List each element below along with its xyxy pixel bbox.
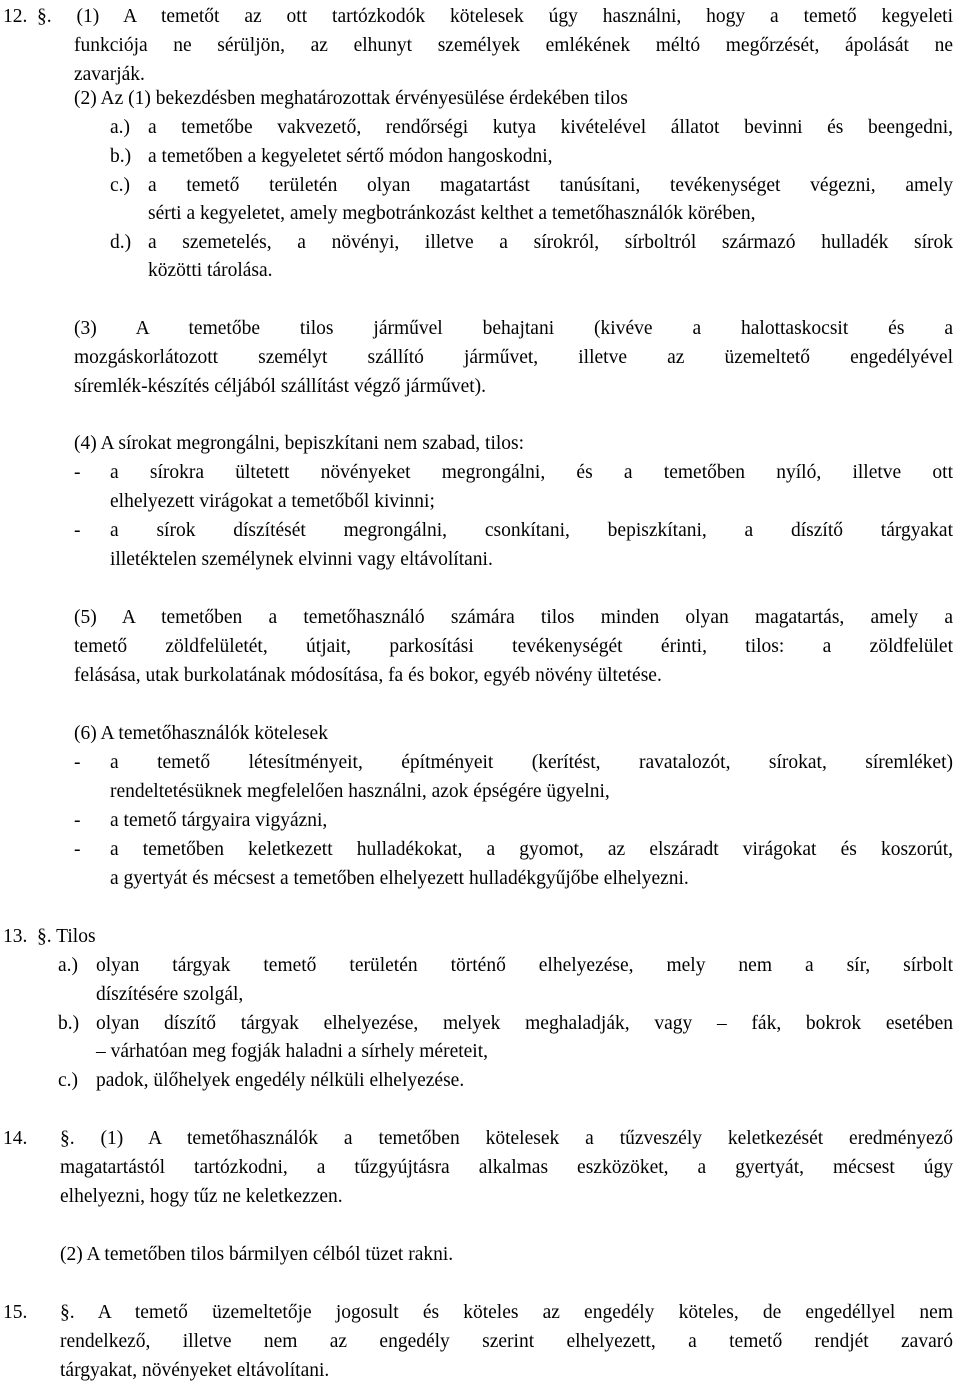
section-number: 14. (3, 1128, 28, 1149)
list-item-text: a temető tárgyaira vigyázni, (110, 810, 328, 831)
paragraph-line: §. A temető üzemeltetője jogosult és köteles az engedély köteles, de engedéllyel nem (60, 1302, 953, 1323)
list-item-text: padok, ülőhelyek engedély nélküli elhelyezése. (96, 1070, 465, 1091)
section-number: 12. (3, 6, 28, 27)
list-item-text: elhelyezett virágokat a temetőből kivinni; (110, 491, 435, 512)
paragraph-line: mozgáskorlátozott személyt szállító járművet, illetve az üzemeltető engedélyével (74, 347, 953, 368)
list-item-label: a.) (58, 955, 79, 976)
list-item-text: a sírokra ültetett növényeket megrongálni, és a temetőben nyíló, illetve ott (110, 462, 953, 483)
paragraph-line: felásása, utak burkolatának módosítása, fa és bokor, egyéb növény ültetése. (74, 665, 662, 686)
dash-bullet: - (74, 462, 81, 483)
list-item-label: b.) (58, 1013, 80, 1034)
paragraph-intro: (4) A sírokat megrongálni, bepiszkítani nem szabad, tilos: (74, 433, 525, 454)
list-item-label: a.) (110, 117, 131, 138)
section-number: 15. (3, 1302, 28, 1323)
list-item-text: a temető területén olyan magatartást tanúsítani, tevékenységet végezni, amely (148, 175, 953, 196)
list-item-text: olyan díszítő tárgyak elhelyezése, melyek meghaladják, vagy – fák, bokrok esetében (96, 1013, 953, 1034)
list-item-text: – várhatóan meg fogják haladni a sírhely méreteit, (96, 1041, 489, 1062)
list-item-text: díszítésére szolgál, (96, 984, 244, 1005)
list-item-text: a szemetelés, a növényi, illetve a sírokról, sírboltról származó hulladék sírok (148, 232, 953, 253)
list-item-text: olyan tárgyak temető területén történő elhelyezése, mely nem a sír, sírbolt (96, 955, 953, 976)
paragraph-intro: (6) A temetőhasználók kötelesek (74, 723, 328, 744)
list-item-label: c.) (58, 1070, 79, 1091)
list-item-text: a gyertyát és mécsest a temetőben elhelyezett hulladékgyűjőbe elhelyezni. (110, 868, 689, 889)
list-item-text: a temető létesítményeit, építményeit (kerítést, ravatalozót, sírokat, síremléket) (110, 752, 953, 773)
paragraph-line: §. (1) A temetőhasználók a temetőben kötelesek a tűzveszély keletkezését eredményező (60, 1128, 953, 1149)
paragraph-line: tárgyakat, növényeket eltávolítani. (60, 1360, 330, 1381)
paragraph-line: temető zöldfelületét, útjait, parkosítási tevékenységét érinti, tilos: a zöldfelület (74, 636, 953, 657)
dash-bullet: - (74, 520, 81, 541)
paragraph-line: §. (1) A temetőt az ott tartózkodók kötelesek úgy használni, hogy a temető kegyeleti (37, 6, 953, 27)
list-item-text: a temetőben a kegyeletet sértő módon hangoskodni, (148, 146, 553, 167)
paragraph-line: (5) A temetőben a temetőhasználó számára tilos minden olyan magatartás, amely a (74, 607, 953, 628)
paragraph-line: zavarják. (74, 64, 145, 85)
paragraph-line: funkciója ne sérüljön, az elhunyt személyek emlékének méltó megőrzését, ápolását ne (74, 35, 953, 56)
dash-bullet: - (74, 752, 81, 773)
dash-bullet: - (74, 810, 81, 831)
paragraph-intro: (2) Az (1) bekezdésben meghatározottak érvényesülése érdekében tilos (74, 88, 628, 109)
list-item-text: közötti tárolása. (148, 260, 273, 281)
list-item-text: rendeltetésüknek megfelelően használni, azok épségére ügyelni, (110, 781, 610, 802)
paragraph-line: magatartástól tartózkodni, a tűzgyújtásra alkalmas eszközöket, a gyertyát, mécsest úgy (60, 1157, 953, 1178)
list-item-label: d.) (110, 232, 132, 253)
paragraph-line: rendelkező, illetve nem az engedély szerint elhelyezett, a temető rendjét zavaró (60, 1331, 953, 1352)
list-item-text: a temetőben keletkezett hulladékokat, a gyomot, az elszáradt virágokat és koszorút, (110, 839, 953, 860)
list-item-label: c.) (110, 175, 131, 196)
paragraph-line: síremlék-készítés céljából szállítást végző járművet). (74, 376, 487, 397)
list-item-text: a temetőbe vakvezető, rendőrségi kutya kivételével állatot bevinni és beengedni, (148, 117, 953, 138)
section-number: 13. (3, 926, 28, 947)
paragraph-line: elhelyezni, hogy tűz ne keletkezzen. (60, 1186, 343, 1207)
list-item-text: illetéktelen személynek elvinni vagy eltávolítani. (110, 549, 493, 570)
list-item-text: a sírok díszítését megrongálni, csonkítani, bepiszkítani, a díszítő tárgyakat (110, 520, 953, 541)
list-item-text: sérti a kegyeletet, amely megbotránkozást kelthet a temetőhasználók körében, (148, 203, 756, 224)
section-title: §. Tilos (37, 926, 96, 947)
paragraph-line: (3) A temetőbe tilos járművel behajtani (kivéve a halottaskocsit és a (74, 318, 953, 339)
dash-bullet: - (74, 839, 81, 860)
paragraph-line: (2) A temetőben tilos bármilyen célból tüzet rakni. (60, 1244, 454, 1265)
list-item-label: b.) (110, 146, 132, 167)
